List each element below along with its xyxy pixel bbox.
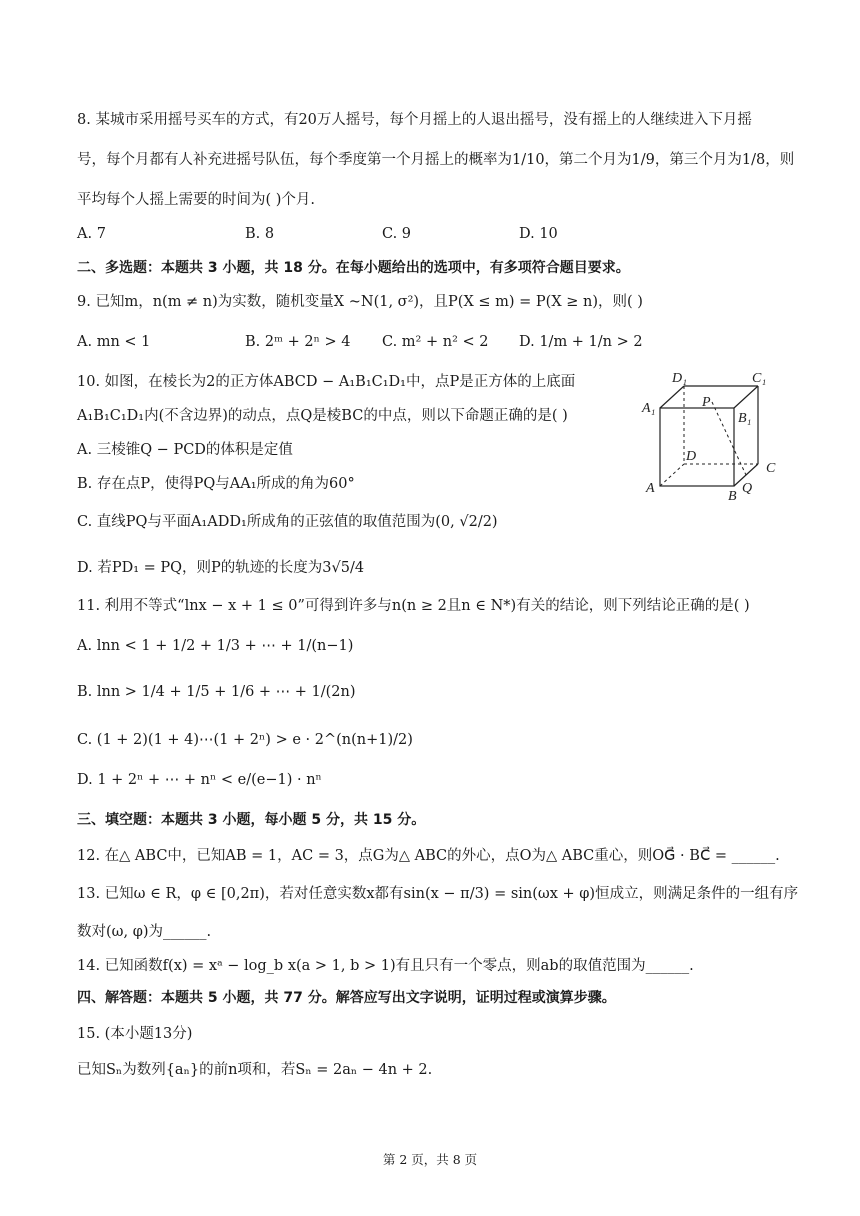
q11-option-a: A. lnn < 1 + 1/2 + 1/3 + ⋯ + 1/(n−1) [77,638,354,654]
q13-line1: 13. 已知ω ∈ R，φ ∈ [0,2π)，若对任意实数x都有sin(x − π/3) = sin(ωx + φ)恒成立，则满足条件的一组有序 [77,886,799,902]
q15-stem: 已知Sₙ为数列{aₙ}的前n项和，若Sₙ = 2aₙ − 4n + 2. [77,1062,433,1078]
label-c1: C₁ [752,371,767,386]
q8-option-d: D. 10 [519,226,558,242]
q10-option-c: C. 直线PQ与平面A₁ADD₁所成角的正弦值的取值范围为(0, √2/2) [77,514,498,530]
q8-option-b: B. 8 [245,226,275,242]
section-2-heading: 二、多选题：本题共 3 小题，共 18 分。在每小题给出的选项中，有多项符合题目要求。 [77,260,630,276]
q9-option-c: C. m² + n² < 2 [382,334,489,350]
q10-line2: A₁B₁C₁D₁内(不含边界)的动点，点Q是棱BC的中点，则以下命题正确的是( ) [77,408,568,424]
q8-option-a: A. 7 [77,226,106,242]
label-q: Q [742,481,753,496]
label-b1: B₁ [738,411,752,426]
q12-stem: 12. 在△ ABC中，已知AB = 1，AC = 3，点G为△ ABC的外心，点O为△ ABC重心，则OG⃗ · BC⃗ = ______. [77,848,780,864]
q15-title: 15. (本小题13分) [77,1026,193,1042]
label-d: D [686,449,697,464]
q13-line2: 数对(ω, φ)为______. [77,924,212,940]
cube-figure [640,368,785,503]
q10-option-b: B. 存在点P，使得PQ与AA₁所成的角为60° [77,476,355,492]
q9-stem: 9. 已知m，n(m ≠ n)为实数，随机变量X ~N(1, σ²)，且P(X ≤ m) = P(X ≥ n)，则( ) [77,294,643,310]
label-d1: D₁ [672,371,687,386]
q10-option-a: A. 三棱锥Q − PCD的体积是定值 [77,442,293,458]
label-p: P [702,395,711,410]
q11-option-b: B. lnn > 1/4 + 1/5 + 1/6 + ⋯ + 1/(2n) [77,684,356,700]
label-a1: A₁ [642,401,656,416]
q11-option-c: C. (1 + 2)(1 + 4)⋯(1 + 2ⁿ) > e · 2^(n(n+1)/2) [77,732,413,748]
page-footer: 第 2 页，共 8 页 [382,1152,478,1167]
q14-stem: 14. 已知函数f(x) = xᵃ − log_b x(a > 1, b > 1)有且只有一个零点，则ab的取值范围为______. [77,958,694,974]
q9-option-b: B. 2ᵐ + 2ⁿ > 4 [245,334,351,350]
q8-line1: 8. 某城市采用摇号买车的方式，有20万人摇号，每个月摇上的人退出摇号，没有摇上的人继续进入下月摇 [77,112,752,128]
label-b: B [728,489,737,503]
q11-stem: 11. 利用不等式“lnx − x + 1 ≤ 0”可得到许多与n(n ≥ 2且n ∈ N*)有关的结论，则下列结论正确的是( ) [77,598,750,614]
q11-option-d: D. 1 + 2ⁿ + ⋯ + nⁿ < e/(e−1) · nⁿ [77,772,322,788]
label-c: C [766,461,776,476]
q9-option-d: D. 1/m + 1/n > 2 [519,334,643,350]
q10-line1: 10. 如图，在棱长为2的正方体ABCD − A₁B₁C₁D₁中，点P是正方体的上底面 [77,374,576,390]
q8-option-c: C. 9 [382,226,412,242]
q9-option-a: A. mn < 1 [77,334,151,350]
q8-line3: 平均每个人摇上需要的时间为( )个月. [77,192,316,208]
section-4-heading: 四、解答题：本题共 5 小题，共 77 分。解答应写出文字说明，证明过程或演算步骤。 [77,990,616,1006]
section-3-heading: 三、填空题：本题共 3 小题，每小题 5 分，共 15 分。 [77,812,426,828]
label-a: A [646,481,655,496]
q10-option-d: D. 若PD₁ = PQ，则P的轨迹的长度为3√5/4 [77,560,365,576]
q8-line2: 号，每个月都有人补充进摇号队伍，每个季度第一个月摇上的概率为1/10，第二个月为1/9，第三个月为1/8，则 [77,152,795,168]
